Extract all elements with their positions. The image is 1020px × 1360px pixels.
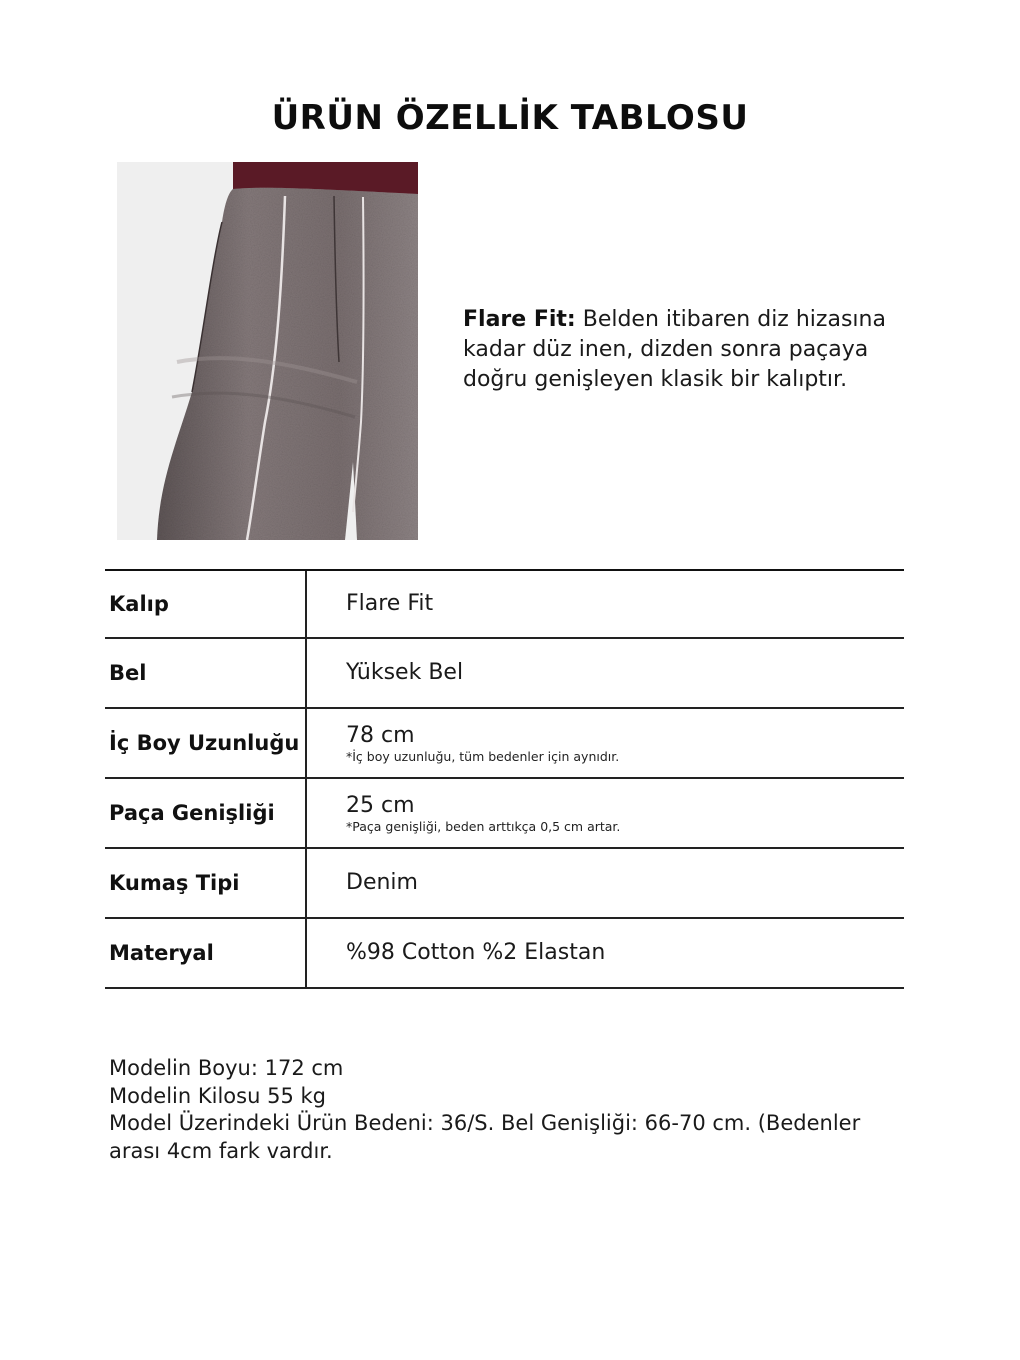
model-size: Model Üzerindeki Ürün Bedeni: 36/S. Bel Genişliği: 66-70 cm. (Bedenler arası 4cm fark vardır. xyxy=(109,1111,861,1163)
spec-label: Paça Genişliği xyxy=(105,779,307,847)
fit-description xyxy=(463,305,923,395)
model-height: Modelin Boyu: 172 cm xyxy=(109,1056,344,1080)
spec-note: *Paça genişliği, beden arttıkça 0,5 cm artar. xyxy=(346,818,621,834)
spec-value: 78 cm xyxy=(346,722,415,748)
model-info xyxy=(109,1055,909,1165)
spec-row-paca xyxy=(105,779,904,849)
spec-table xyxy=(105,569,904,989)
spec-value: Yüksek Bel xyxy=(346,660,464,685)
spec-row-kumas xyxy=(105,849,904,919)
page-title: ÜRÜN ÖZELLİK TABLOSU xyxy=(271,98,749,138)
fit-description-label: Flare Fit: xyxy=(463,307,576,332)
spec-label: Kumaş Tipi xyxy=(105,849,307,917)
spec-label: İç Boy Uzunluğu xyxy=(105,709,307,777)
spec-value: Flare Fit xyxy=(346,591,434,616)
product-image xyxy=(117,162,418,540)
spec-label: Kalıp xyxy=(105,571,307,637)
spec-label: Materyal xyxy=(105,919,307,987)
spec-label: Bel xyxy=(105,639,307,707)
spec-row-kalip xyxy=(105,569,904,639)
spec-note: *İç boy uzunluğu, tüm bedenler için aynıdır. xyxy=(346,748,620,764)
denim-pants-illustration xyxy=(117,162,418,540)
spec-value: 25 cm xyxy=(346,792,415,818)
fit-description-text: Belden itibaren diz hizasına kadar düz inen, dizden sonra paçaya doğru genişleyen klasik bir kalıptır. xyxy=(463,307,886,392)
spec-row-ic-boy xyxy=(105,709,904,779)
spec-value: Denim xyxy=(346,870,418,895)
spec-row-bel xyxy=(105,639,904,709)
spec-row-materyal xyxy=(105,919,904,989)
spec-value: %98 Cotton %2 Elastan xyxy=(346,940,606,965)
model-weight: Modelin Kilosu 55 kg xyxy=(109,1083,326,1108)
